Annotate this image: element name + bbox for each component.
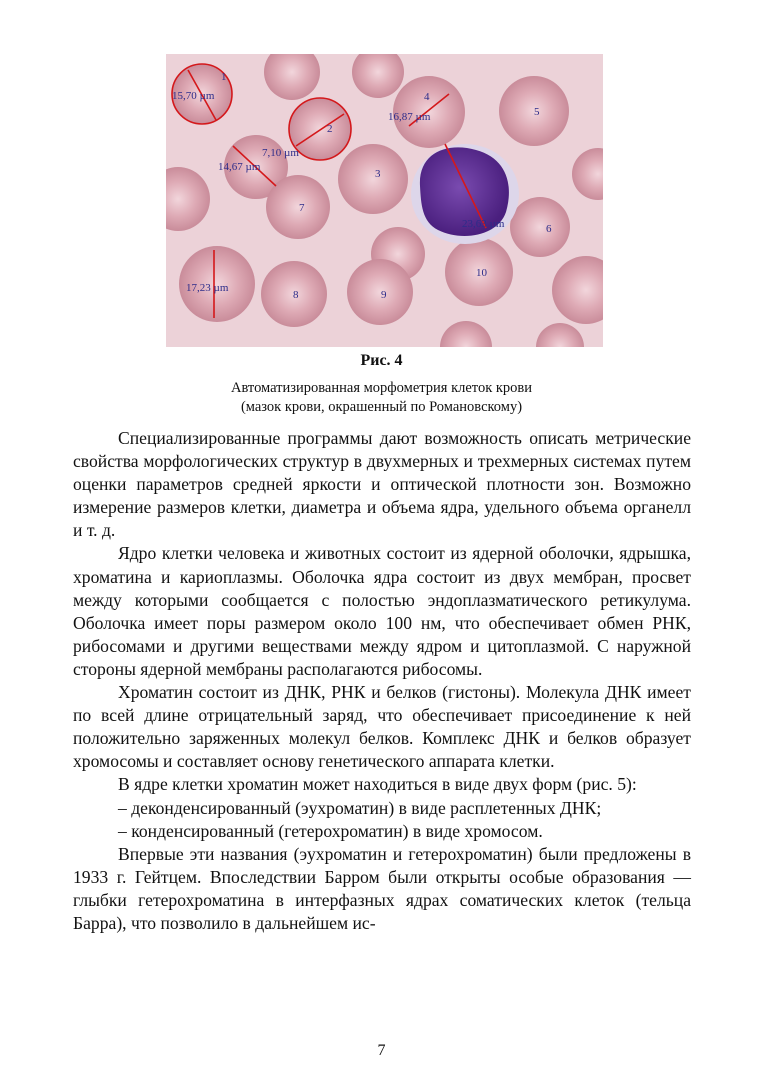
- paragraph-5: Впервые эти названия (эухроматин и гетерохроматин) были предложены в 1933 г. Гейтцем. Впоследствии Барром были открыты особые образования — глыбки гетерохроматина в интерфазных ядрах соматических клеток (тельца Барра), что позволило в дальнейшем ис-: [73, 843, 691, 933]
- measure-label-6: 17,23 µm: [186, 282, 229, 294]
- measure-label-3: 7,10 µm: [262, 147, 299, 159]
- blood-smear-figure: [166, 54, 603, 347]
- body-text: [73, 427, 691, 935]
- measure-label-1: 15,70 µm: [172, 90, 215, 102]
- measure-label-5: 23,63 µm: [462, 218, 505, 230]
- page-number: 7: [377, 1042, 386, 1059]
- figure-caption-line-2: (мазок крови, окрашенный по Романовскому): [240, 399, 523, 415]
- dash-item-1: – деконденсированный (эухроматин) в виде расплетенных ДНК;: [118, 797, 602, 818]
- measure-label-4: 14,67 µm: [218, 161, 261, 173]
- figure-label: Рис. 4: [360, 352, 403, 369]
- cell-label-6: 6: [546, 223, 552, 235]
- cell-label-4: 4: [424, 91, 430, 103]
- cell-label-5: 5: [534, 106, 540, 118]
- cell-label-8: 8: [293, 289, 299, 301]
- paragraph-3: Хроматин состоит из ДНК, РНК и белков (гистоны). Молекула ДНК имеет по всей длине отрицательный заряд, что обеспечивает присоединение к ней положительно заряженных молекул белков. Комплекс ДНК и белков образует хромосомы и составляет основу генетического аппарата клетки.: [73, 682, 691, 772]
- measure-label-2: 16,87 µm: [388, 111, 431, 123]
- cell-label-3: 3: [375, 168, 381, 180]
- cell-label-9: 9: [381, 289, 387, 301]
- figure-caption-line-1: Автоматизированная морфометрия клеток крови: [230, 380, 533, 396]
- paragraph-4: В ядре клетки хроматин может находиться в виде двух форм (рис. 5):: [118, 774, 637, 795]
- cell-label-7: 7: [299, 202, 305, 214]
- paragraph-1: Специализированные программы дают возможность описать метрические свойства морфологических структур в двухмерных и трехмерных системах путем оценки параметров средней яркости и оптической плотности зон. Возможно измерение размеров клетки, диаметра и объема ядра, удельного объема органелл и т. д.: [73, 428, 691, 541]
- dash-item-2: – конденсированный (гетерохроматин) в виде хромосом.: [118, 820, 543, 841]
- cell-label-1: 1: [221, 71, 227, 83]
- paragraph-2: Ядро клетки человека и животных состоит из ядерной оболочки, ядрышка, хроматина и кариоплазмы. Оболочка ядра состоит из двух мембран, просвет между которыми сообщается с полостью эндоплазматического ретикулума. Оболочка имеет поры размером около 100 нм, что обеспечивает обмен РНК, рибосомами и другими веществами между ядром и цитоплазмой. С наружной стороны ядерной мембраны располагаются рибосомы.: [73, 543, 691, 679]
- cell-label-2: 2: [327, 123, 333, 135]
- cell-label-10: 10: [476, 267, 487, 279]
